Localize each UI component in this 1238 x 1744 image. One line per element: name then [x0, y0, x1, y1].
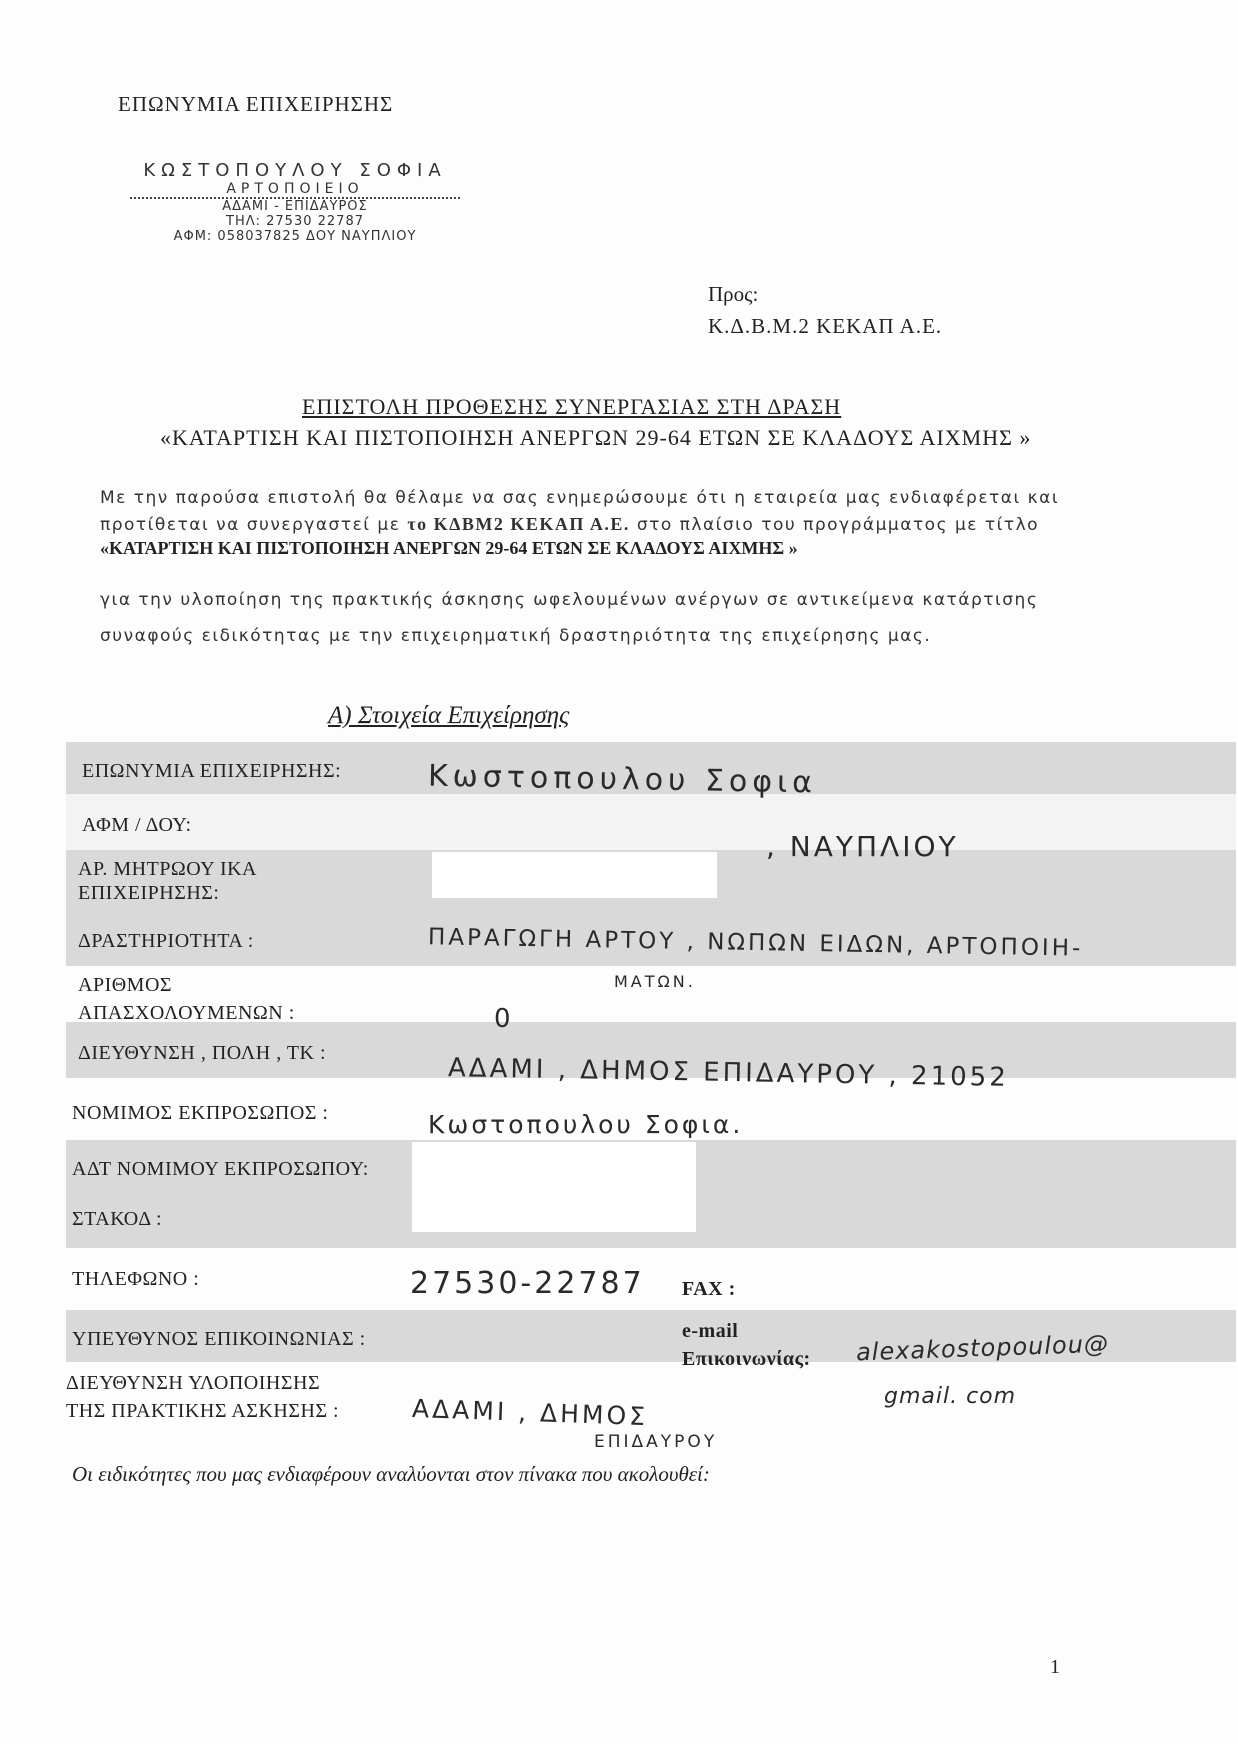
label-email-1: e-mail [682, 1320, 739, 1342]
intro-line-3: «ΚΑΤΑΡΤΙΣΗ ΚΑΙ ΠΙΣΤΟΠΟΙΗΣΗ ΑΝΕΡΓΩΝ 29-64 ΕΤΩΝ ΣΕ ΚΛΑΔΟΥΣ ΑΙΧΜΗΣ » [100, 538, 798, 558]
stamp-business: ΑΡΤΟΠΟΙΕΙΟ [130, 181, 460, 199]
page-number: 1 [1050, 1656, 1060, 1678]
label-fax: FAX : [682, 1278, 736, 1300]
recipient-label: Προς: [708, 282, 759, 306]
company-stamp [120, 160, 470, 244]
label-ika-1: ΑΡ. ΜΗΤΡΩΟΥ ΙΚΑ [78, 858, 257, 880]
label-activity: ΔΡΑΣΤΗΡΙΟΤΗΤΑ : [78, 930, 254, 952]
label-practice-1: ΔΙΕΥΘΥΝΣΗ ΥΛΟΠΟΙΗΣΗΣ [66, 1372, 321, 1394]
label-legal-rep: ΝΟΜΙΜΟΣ ΕΚΠΡΟΣΩΠΟΣ : [72, 1102, 329, 1124]
value-activity: ΠΑΡΑΓΩΓΗ ΑΡΤΟΥ , ΝΩΠΩΝ ΕΙΔΩΝ, ΑΡΤΟΠΟΙΗ- [427, 924, 1084, 962]
recipient-value: Κ.Δ.Β.Μ.2 ΚΕΚΑΠ Α.Ε. [708, 314, 943, 338]
row-band-afm [66, 794, 1236, 850]
value-address: ΑΔΑΜΙ , ΔΗΜΟΣ ΕΠΙΔΑΥΡΟΥ , 21052 [447, 1053, 1010, 1093]
label-address: ΔΙΕΥΘΥΝΣΗ , ΠΟΛΗ , ΤΚ : [78, 1042, 327, 1064]
label-adt: ΑΔΤ ΝΟΜΙΜΟΥ ΕΚΠΡΟΣΩΠΟΥ: [72, 1158, 369, 1180]
value-activity-2: ΜΑΤΩΝ. [614, 972, 696, 991]
value-afm: , ΝΑΥΠΛΙΟΥ [766, 830, 959, 863]
company-label: ΕΠΩΝΥΜΙΑ ΕΠΙΧΕΙΡΗΣΗΣ [118, 92, 394, 116]
label-company: ΕΠΩΝΥΜΙΑ ΕΠΙΧΕΙΡΗΣΗΣ: [82, 760, 342, 782]
label-contact: ΥΠΕΥΘΥΝΟΣ ΕΠΙΚΟΙΝΩΝΙΑΣ : [72, 1328, 366, 1350]
value-company: Κωστοπουλου Σοφια [427, 758, 818, 801]
value-email-2: gmail. com [884, 1384, 1017, 1409]
specialties-intro: Οι ειδικότητες που μας ενδιαφέρουν αναλύονται στον πίνακα που ακολουθεί: [72, 1462, 710, 1486]
intro-line-5: συναφούς ειδικότητας με την επιχειρηματική δραστηριότητα της επιχείρησης μας. [100, 626, 932, 646]
section-a-heading: Α) Στοιχεία Επιχείρησης [328, 702, 570, 729]
value-legal-rep: Κωστοπουλου Σοφια. [428, 1110, 744, 1139]
intro-line-2 [100, 514, 1039, 535]
label-practice-2: ΤΗΣ ΠΡΑΚΤΙΚΗΣ ΑΣΚΗΣΗΣ : [66, 1400, 340, 1422]
label-phone: ΤΗΛΕΦΩΝΟ : [72, 1268, 200, 1290]
value-employees: 0 [494, 1004, 514, 1034]
stamp-name: ΚΩΣΤΟΠΟΥΛΟΥ ΣΟΦΙΑ [143, 160, 447, 181]
redacted-ika [432, 852, 717, 898]
label-stakod: ΣΤΑΚΟΔ : [72, 1208, 163, 1230]
intro-line-1: Με την παρούσα επιστολή θα θέλαμε να σας ενημερώσουμε ότι η εταιρεία μας ενδιαφέρεται και [100, 488, 1060, 508]
intro-line-2a: προτίθεται να συνεργαστεί με [100, 515, 408, 535]
label-afm: ΑΦΜ / ΔΟΥ: [82, 814, 192, 836]
intro-line-2c: στο πλαίσιο του προγράμματος με τίτλο [629, 515, 1040, 535]
program-title: «ΚΑΤΑΡΤΙΣΗ ΚΑΙ ΠΙΣΤΟΠΟΙΗΣΗ ΑΝΕΡΓΩΝ 29-64 ΕΤΩΝ ΣΕ ΚΛΑΔΟΥΣ ΑΙΧΜΗΣ » [160, 425, 1032, 450]
value-email-1: alexakostopoulou@ [855, 1329, 1110, 1367]
value-practice-2: ΕΠΙΔΑΥΡΟΥ [594, 1432, 718, 1452]
redacted-adt-stakod [412, 1142, 696, 1232]
letter-title: ΕΠΙΣΤΟΛΗ ΠΡΟΘΕΣΗΣ ΣΥΝΕΡΓΑΣΙΑΣ ΣΤΗ ΔΡΑΣΗ [302, 394, 842, 419]
value-phone: 27530-22787 [410, 1266, 645, 1301]
label-ika-2: ΕΠΙΧΕΙΡΗΣΗΣ: [78, 882, 220, 904]
intro-line-2b: το ΚΔΒΜ2 ΚΕΚΑΠ Α.Ε. [407, 514, 630, 534]
stamp-phone: ΤΗΛ: 27530 22787 [226, 214, 364, 229]
stamp-location: ΑΔΑΜΙ - ΕΠΙΔΑΥΡΟΣ [222, 199, 368, 214]
label-employees-2: ΑΠΑΣΧΟΛΟΥΜΕΝΩΝ : [78, 1002, 295, 1024]
value-practice: ΑΔΑΜΙ , ΔΗΜΟΣ [411, 1393, 649, 1432]
label-email-2: Επικοινωνίας: [682, 1348, 811, 1370]
intro-line-4: για την υλοποίηση της πρακτικής άσκησης ωφελουμένων ανέργων σε αντικείμενα κατάρτισης [100, 590, 1039, 610]
label-employees-1: ΑΡΙΘΜΟΣ [78, 974, 173, 996]
stamp-tax: ΑΦΜ: 058037825 ΔΟΥ ΝΑΥΠΛΙΟΥ [173, 229, 417, 244]
